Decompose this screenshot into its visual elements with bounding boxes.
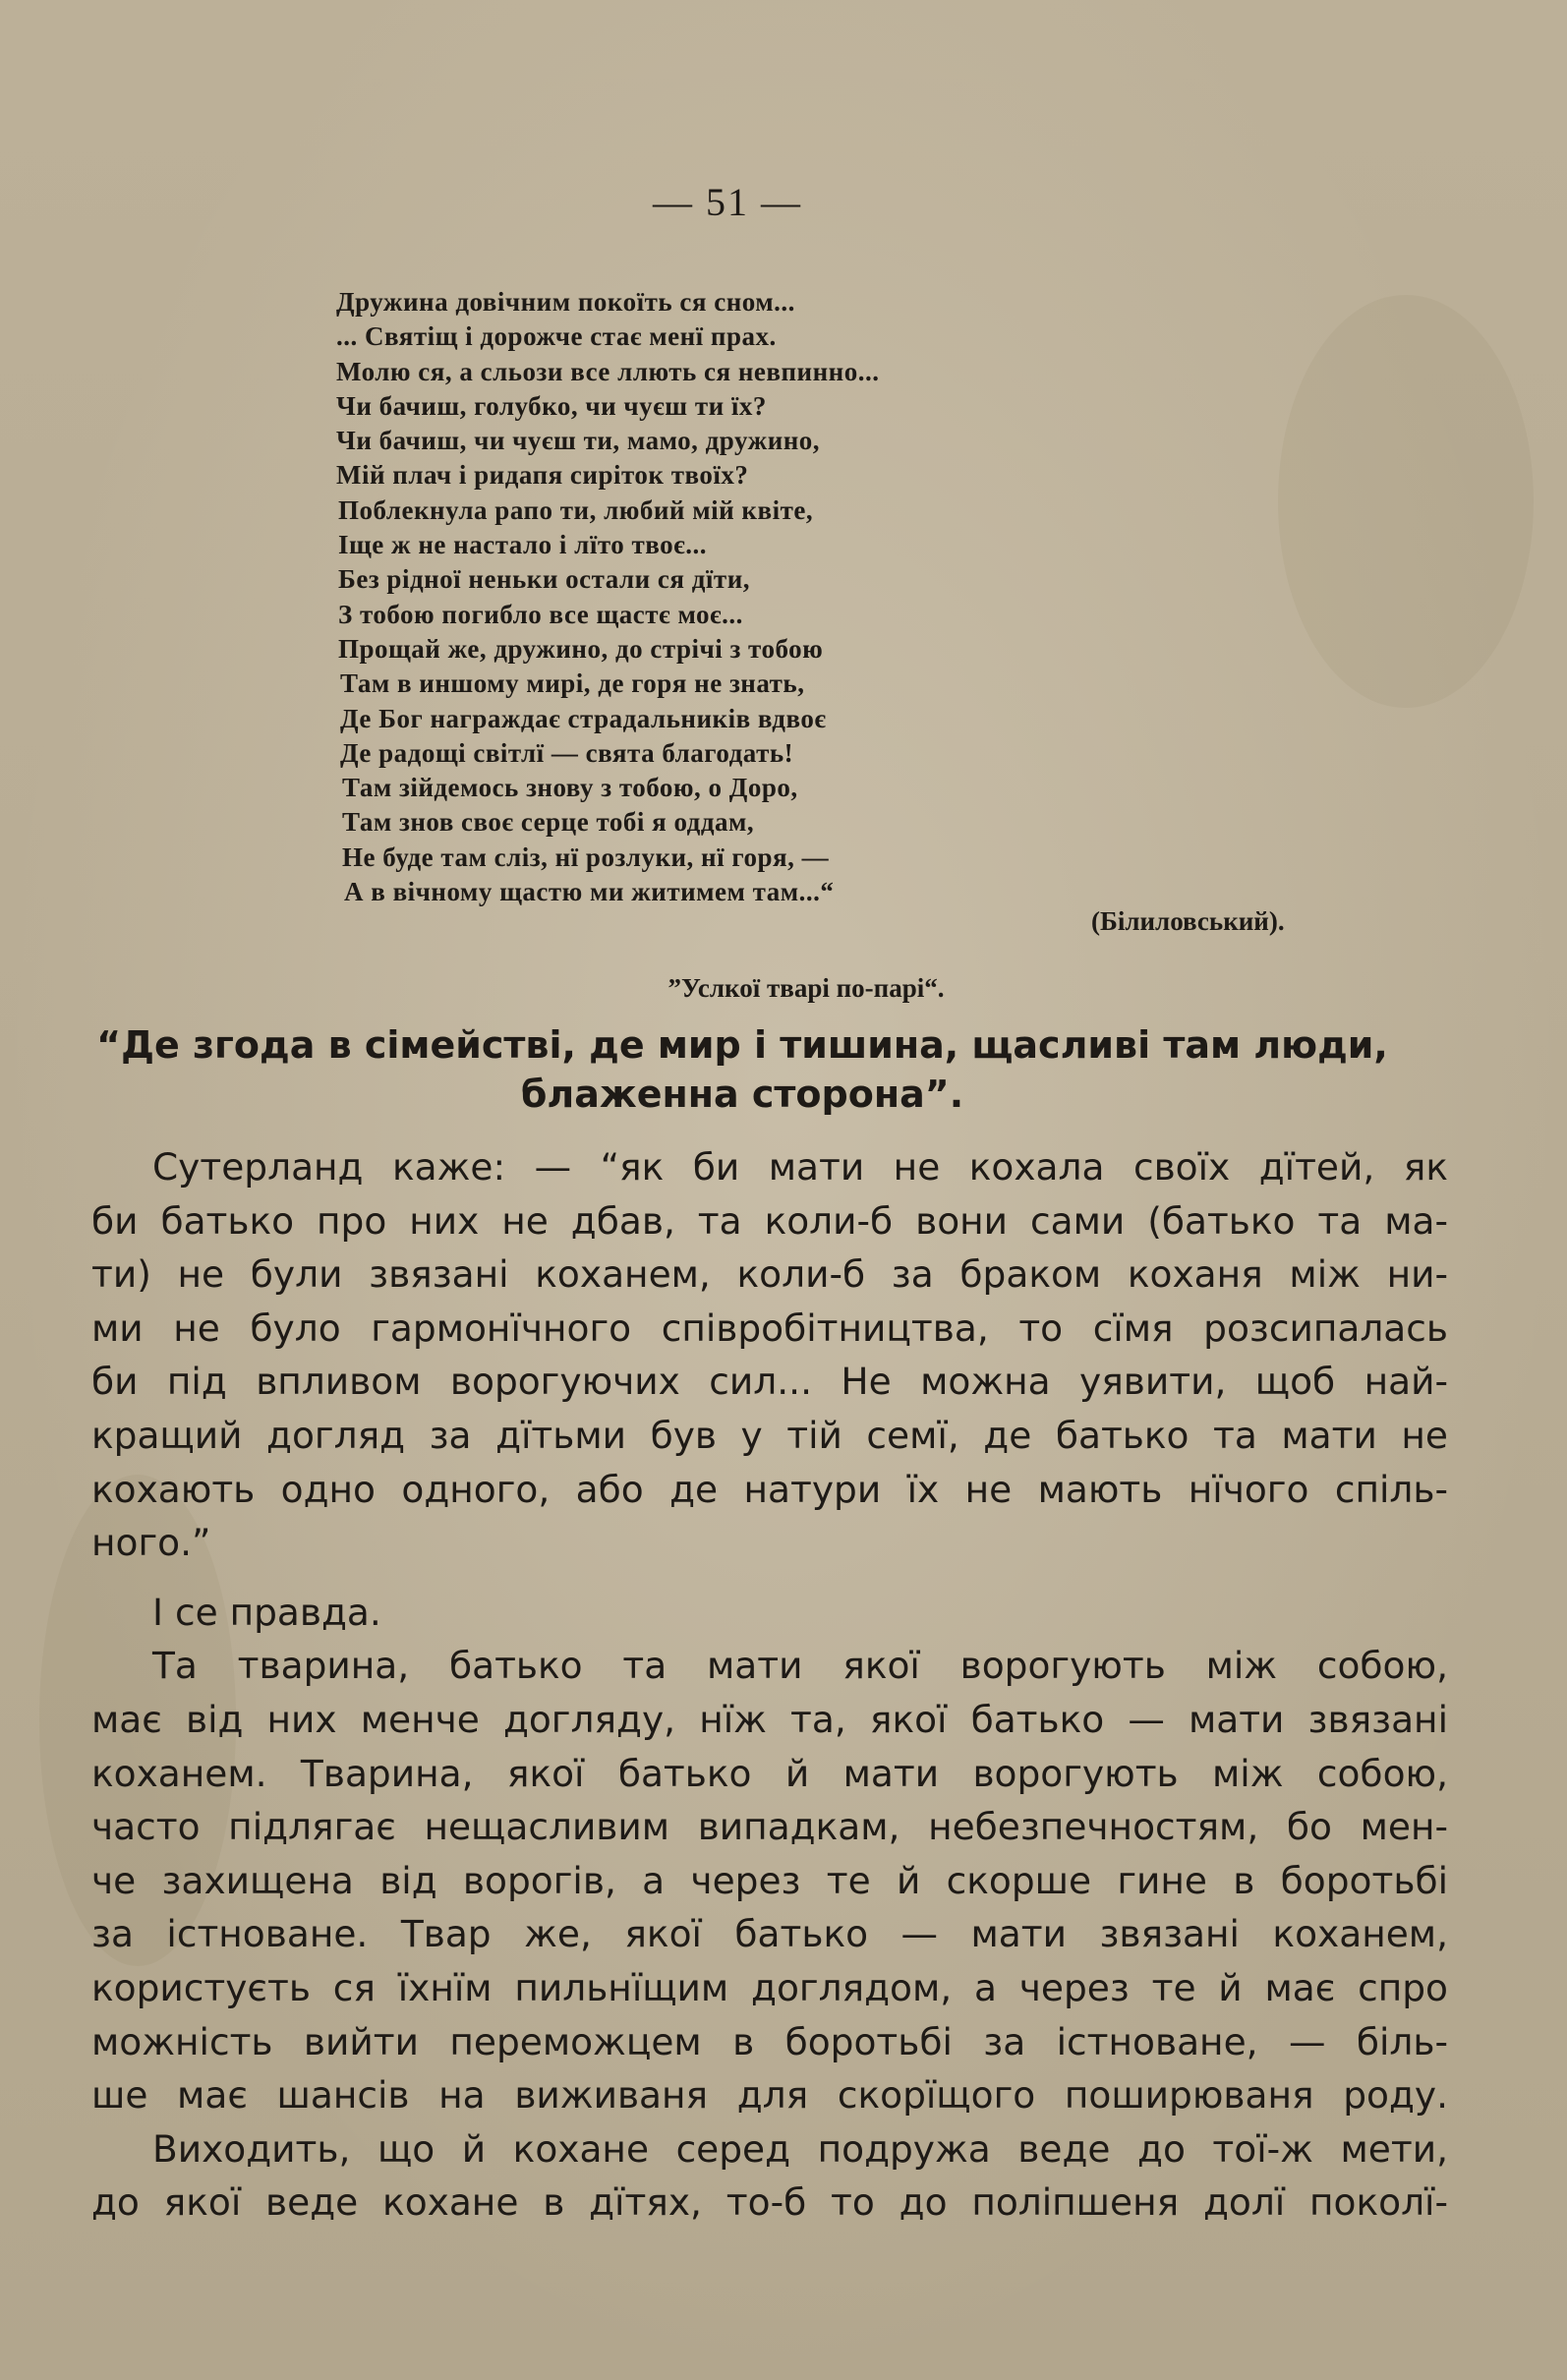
text-line: І се правда.	[152, 1590, 381, 1634]
page-number: — 51 —	[653, 180, 802, 224]
poem-line: Не буде там сліз, нї розлуки, нї горя, —	[342, 842, 830, 872]
text-line: до якої веде кохане в дїтях, то-б то до поліпшеня долї поколї-	[91, 2180, 1448, 2225]
text-line: Сутерланд каже: — “як би мати не кохала своїх дїтей, як	[152, 1145, 1448, 1189]
poem-line: Поблекнула рапо ти, любий мій квіте,	[338, 494, 814, 525]
paragraph	[91, 1586, 1448, 1640]
text-line: ми не було гармонїчного співробітництва, то сїмя розсипалась	[91, 1306, 1448, 1350]
poem-line: З тобою погибло все щастє моє...	[338, 599, 743, 629]
poem-line: Чи бачиш, чи чуєш ти, мамо, дружино,	[336, 426, 821, 456]
text-line: би батько про них не дбав, та коли-б вони сами (батько та ма-	[91, 1198, 1448, 1243]
title-line: “Де згода в сімействі, де мир і тишина, щасливі там люди,	[96, 1023, 1388, 1067]
poem-line: Де радощі світлї — свята благодать!	[340, 737, 794, 768]
poem-line: Прощай же, дружино, до стрічі з тобою	[338, 633, 824, 664]
poem-line: Чи бачиш, голубко, чи чуєш ти їх?	[336, 390, 767, 421]
poem-line: Дружина довічним покоїть ся сном...	[336, 287, 795, 317]
paper-stain	[1278, 295, 1534, 708]
poem-line: Мій плач і ридапя сиріток твоїх?	[336, 460, 749, 491]
paragraph	[91, 2122, 1448, 2230]
text-line: користуєть ся їхнїм пильнїщим доглядом, а через те й має спро	[91, 1965, 1448, 2009]
text-line: че захищена від ворогів, а через те й скорше гине в боротьбі	[91, 1858, 1448, 1902]
title-line: блаженна сторона”.	[520, 1073, 964, 1116]
poem-line: Де Бог награждає страдальників вдвоє	[340, 703, 827, 733]
poem-line: А в вічному щастю ми житимем там...“	[344, 877, 835, 907]
section-title	[88, 1020, 1396, 1119]
text-line: має від них менче догляду, нїж та, якої батько — мати звязані	[91, 1697, 1448, 1741]
text-line: за істноване. Твар же, якої батько — мати звязані коханем,	[91, 1912, 1448, 1956]
poem-line: Там зійдемось знову з тобою, о Доро,	[342, 773, 798, 803]
text-line: Та тварина, батько та мати якої ворогують між собою,	[152, 1644, 1448, 1688]
poem-line: ... Святіщ і дорожче стає менї прах.	[336, 321, 777, 352]
text-line: ного.”	[91, 1521, 211, 1565]
poem-line: Там в иншому мирі, де горя не знать,	[340, 668, 805, 699]
text-line: би під впливом ворогуючих сил... Не можна уявити, щоб най-	[91, 1360, 1448, 1404]
poem-line: Іще ж не настало і лїто твоє...	[338, 530, 708, 560]
paragraph	[91, 1140, 1448, 1570]
paragraph-gap	[91, 1570, 1448, 1586]
text-line: коханем. Тварина, якої батько й мати ворогують між собою,	[91, 1751, 1448, 1795]
poem	[336, 285, 1083, 909]
subheading: ”Услкої тварі по-парі“.	[667, 973, 945, 1003]
poem-line: Без рідної неньки остали ся дїти,	[338, 564, 750, 595]
poem-line: Там знов своє серце тобі я оддам,	[342, 807, 755, 838]
body-text	[91, 1140, 1448, 2230]
paragraph	[91, 1639, 1448, 2121]
text-line: ти) не були звязані коханем, коли-б за браком коханя між ни-	[91, 1252, 1448, 1297]
text-line: Виходить, що й кохане серед подружа веде до тої-ж мети,	[152, 2126, 1448, 2171]
poem-line: Молю ся, а сльози все ллють ся невпинно...	[336, 356, 880, 386]
text-line: кохають одно одного, або де натури їх не мають нїчого спіль-	[91, 1467, 1448, 1511]
text-line: можність вийти переможцем в боротьбі за істноване, — біль-	[91, 2019, 1448, 2063]
text-line: часто підлягає нещасливим випадкам, небезпечностям, бо мен-	[91, 1805, 1448, 1849]
poem-author: (Білиловський).	[1091, 906, 1285, 936]
text-line: кращий догляд за дїтьми був у тій семї, де батько та мати не	[91, 1413, 1448, 1457]
text-line: ше має шансів на виживаня для скорїщого поширюваня роду.	[91, 2073, 1448, 2118]
